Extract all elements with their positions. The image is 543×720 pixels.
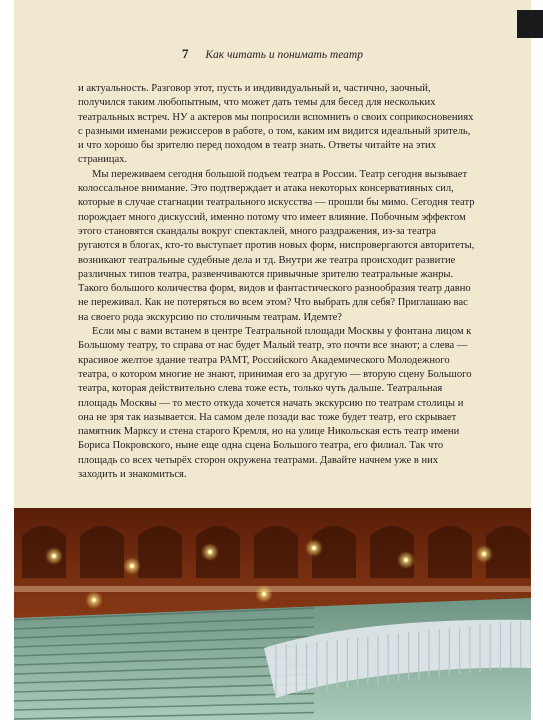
balcony-arch	[80, 526, 124, 578]
book-page	[14, 0, 531, 720]
paragraph-2: Мы переживаем сегодня большой подъем театра в России. Театр сегодня вызывает колоссальное внимание. Это подтверждает и атака некоторых консервативных сил, которые в случае стагнации театрального искусства — прошли бы мимо. Сегодня театр порождает много дискуссий, именно потому что имеет влияние. Побочным эффектом этого становятся скандалы вокруг спектаклей, много раздражения, из-за театра ругаются в блогах, кто-то выступает против новых форм, ниспровергаются авторитеты, возникают театральные судебные дела и тд. Внутри же театра происходит развитие различных типов театра, развенчиваются привычные зрителю театральные жанры. Такого большого количества форм, видов и фантастического разнообразия театр давно не переживал. Как не потеряться во всем этом? Что выбрать для себя? Приглашаю вас на своего рода экскурсию по столичным театрам. Идемте?	[78, 168, 475, 323]
lamp-bulb	[130, 564, 134, 568]
body-text	[78, 82, 476, 482]
corner-tab	[517, 10, 543, 38]
lamp-bulb	[52, 554, 56, 558]
balcony-arch	[428, 526, 472, 578]
running-title: Как читать и понимать театр	[205, 49, 363, 61]
balcony-arch	[254, 526, 298, 578]
running-head	[14, 46, 531, 62]
lamp-bulb	[312, 546, 316, 550]
balcony-arch	[138, 526, 182, 578]
lamp-bulb	[482, 552, 486, 556]
lamp-bulb	[92, 598, 96, 602]
balcony-arches	[22, 526, 530, 578]
paragraph-1: и актуальность. Разговор этот, пусть и индивидуальный и, частично, заочный, получился таким любопытным, что может дать темы для бесед для нескольких театральных встреч. НУ а актеров мы попросили вспомнить о своих соприкосновениях с разными именами режиссеров в работе, о том, каким им видится идеальный зритель, и что хорошо бы зрителю перед походом в театр знать. Ответы читайте на этих страницах.	[78, 83, 474, 166]
lamp-bulb	[262, 592, 266, 596]
page-number: 7	[181, 46, 189, 61]
lamp-bulb	[404, 558, 408, 562]
auditorium-illustration	[14, 508, 531, 720]
theater-auditorium-photo	[14, 508, 531, 720]
lamp-bulb	[208, 550, 212, 554]
paragraph-3: Если мы с вами встанем в центре Театральной площади Москвы у фонтана лицом к Большому театру, то справа от нас будет Малый театр, это почти все знают; а слева — красивое желтое здание театра РАМТ, Российского Академического Молодежного театра, о котором многие не знают, принимая его за другую — вторую сцену Большого театра, которая действительно слева тоже есть, только чуть дальше. Театральная площадь Москвы — то место откуда хочется начать экскурсию по театрам столицы и она не зря так называется. На самом деле позади вас тоже будет театр, его скрывает памятник Марксу и стена старого Кремля, но на улице Никольская есть театр имени Бориса Покровского, ныне еще одна сцена Большого театра, его филиал. Так что площадь со всех четырёх сторон окружена театрами. Давайте начнем уже в них заходить и знакомиться.	[78, 326, 472, 481]
